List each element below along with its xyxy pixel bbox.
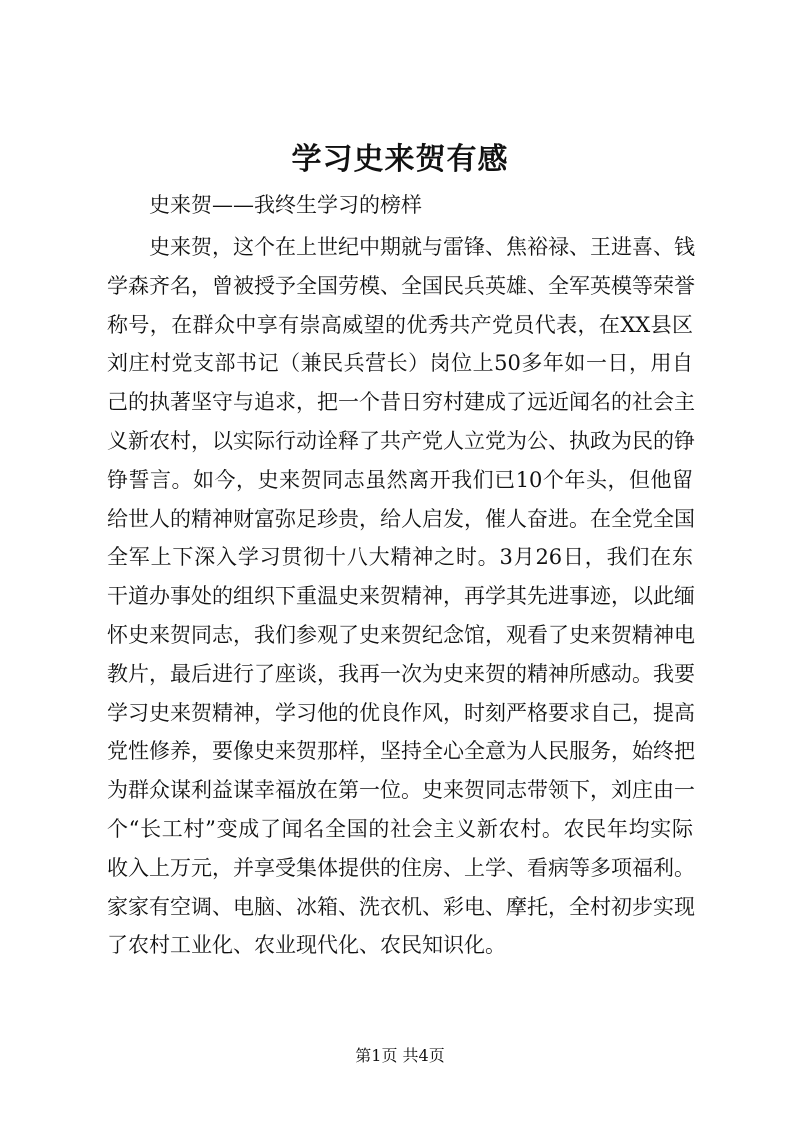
paragraph-line: 教片，最后进行了座谈，我再一次为史来贺的精神所感动。我要 — [107, 661, 695, 686]
paragraph-line: 党性修养，要像史来贺那样，坚持全心全意为人民服务，始终把 — [107, 739, 695, 764]
paragraph-line: 怀史来贺同志，我们参观了史来贺纪念馆，观看了史来贺精神电 — [107, 622, 695, 647]
paragraph-line: 学森齐名，曾被授予全国劳模、全国民兵英雄、全军英模等荣誉 — [107, 273, 695, 298]
page-indicator: 第1页 共4页 — [355, 1046, 445, 1065]
document-title: 学习史来贺有感 — [291, 142, 509, 177]
paragraph-line: 干道办事处的组织下重温史来贺精神，再学其先进事迹，以此缅 — [107, 584, 695, 609]
paragraph-line: 个“长工村”变成了闻名全国的社会主义新农村。农民年均实际 — [107, 816, 693, 841]
paragraph-line: 史来贺，这个在上世纪中期就与雷锋、焦裕禄、王进喜、钱 — [149, 235, 695, 259]
paragraph-line: 家家有空调、电脑、冰箱、洗衣机、彩电、摩托，全村初步实现 — [107, 894, 695, 919]
document-subtitle: 史来贺——我终生学习的榜样 — [149, 193, 422, 217]
document-body — [107, 228, 693, 965]
paragraph-line: 了农村工业化、农业现代化、农民知识化。 — [107, 933, 506, 958]
paragraph-line: 收入上万元，并享受集体提供的住房、上学、看病等多项福利。 — [107, 855, 695, 880]
paragraph-line: 全军上下深入学习贯彻十八大精神之时。3月26日，我们在东 — [107, 545, 693, 570]
paragraph-line: 给世人的精神财富弥足珍贵，给人启发，催人奋进。在全党全国 — [107, 506, 695, 531]
paragraph-line: 学习史来贺精神，学习他的优良作风，时刻严格要求自己，提高 — [107, 700, 695, 725]
paragraph-line: 己的执著坚守与追求，把一个昔日穷村建成了远近闻名的社会主 — [107, 390, 695, 415]
paragraph-line: 为群众谋利益谋幸福放在第一位。史来贺同志带领下，刘庄由一 — [107, 778, 695, 803]
paragraph-line: 称号，在群众中享有崇高威望的优秀共产党员代表，在XX县区 — [107, 312, 693, 337]
paragraph-line: 铮誓言。如今，史来贺同志虽然离开我们已10个年头，但他留 — [107, 467, 693, 492]
paragraph-line: 刘庄村党支部书记（兼民兵营长）岗位上50多年如一日，用自 — [107, 351, 693, 376]
paragraph-line: 义新农村，以实际行动诠释了共产党人立党为公、执政为民的铮 — [107, 428, 695, 453]
